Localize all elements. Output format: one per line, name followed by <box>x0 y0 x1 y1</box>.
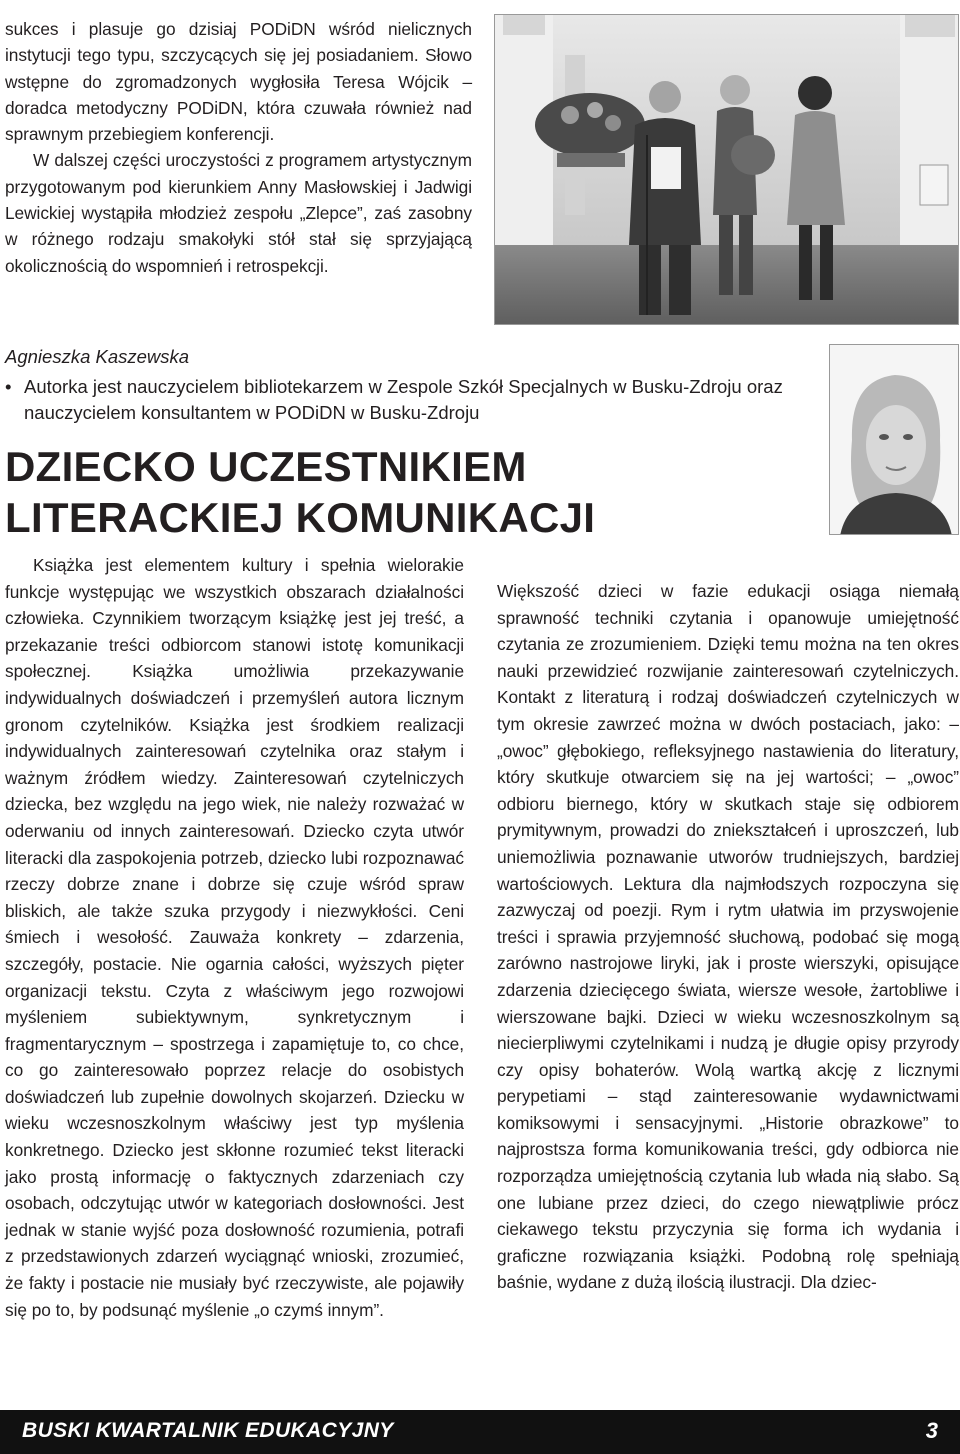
article-column-2 <box>497 578 959 1296</box>
author-portrait-image <box>830 345 959 535</box>
author-bio-block <box>5 374 820 426</box>
article-column-2-text: Większość dzieci w fazie edukacji osiąga niemałą sprawność techniki czytania i opanowuje umiejętność czytania ze zrozumieniem. Dzięki temu można na ten okres nauki przewidzieć rozwijanie zainteresowań czytelniczych. Kontakt z literaturą i rodzaj doświadczeń czytelniczych w tym okresie zawrzeć można w dwóch postaciach, jako: – „owoc” głębokiego, refleksyjnego nastawienia do literatury, który skutkuje otwarciem się na jej wartości; – „owoc” odbioru biernego, który w skutkach staje się odbiorem prymitywnym, prowadzi do zniekształceń i uproszczeń, lub uniemożliwia poznawanie utworów trudniejszych, bardziej wartościowych. Lektura dla najmłodszych rozpoczyna się zazwyczaj od poezji. Rym i rytm ułatwia im przyswojenie treści i sprawia przyjemność słuchową, podobać się mogą zarówno nastrojowe liryki, jak i proste wierszyki, opisujące zdarzenia dziecięcego świata, wiersze wesołe, żartobliwe i wierszowane bajki. Dzieci w wieku wczesnoszkolnym są niecierpliwymi czytelnikami i nudzą je długie opisy przyrody czy opisy bohaterów. Wolą wartką akcję z licznymi perypetiami – stąd zainteresowanie wydawnictwami komiksowymi i sensacyjnymi. „Historie obrazkowe” to najprostsza forma komunikowania treści, gdy odbiorca nie rozporządza umiejętnością czytania lub włada nią słabo. Są one lubiane przez dzieci, do czego niewątpliwie prócz ciekawego tekstu przyczynia się forma ich wydania i graficzne rozwiązania książki. Podobną rolę spełniają baśnie, wydane z dużą ilością ilustracji. Dla dziec- <box>497 581 959 1293</box>
article-column-1 <box>5 552 464 1323</box>
article-title-line-1: DZIECKO UCZESTNIKIEM <box>5 443 527 490</box>
article-title-line-2: LITERACKIEJ KOMUNIKACJI <box>5 494 596 541</box>
intro-paragraph-1: sukces i plasuje go dzisiaj PODiDN wśród nielicznych instytucji tego typu, szczycących się jej posiadaniem. Słowo wstępne do zgromadzonych wygłosiła Teresa Wójcik – doradca metodyczny PODiDN, która czuwała również nad sprawnym przebiegiem konferencji. <box>5 19 472 145</box>
author-portrait <box>829 344 959 535</box>
author-name: Agnieszka Kaszewska <box>5 346 190 367</box>
conference-photo <box>494 14 959 325</box>
author-bio: Autorka jest nauczycielem bibliotekarzem w Zespole Szkół Specjalnych w Busku-Zdroju oraz nauczycielem konsultantem w PODiDN w Busku-Zdroju <box>24 376 783 423</box>
article-title <box>5 441 595 543</box>
intro-paragraph-2: W dalszej części uroczystości z programem artystycznym przygotowanym pod kierunkiem Anny Masłowskiej i Jadwigi Lewickiej wystąpiła młodzież zespołu „Zlepce”, zaś zasobny w różnego rodzaju smakołyki stół stał się sprzyjającą okolicznością do wspomnień i retrospekcji. <box>5 150 472 276</box>
footer-page-number: 3 <box>925 1418 938 1443</box>
footer-bar <box>0 1410 960 1454</box>
intro-text <box>5 16 472 279</box>
article-column-1-text: Książka jest elementem kultury i spełnia wielorakie funkcje występując we wszystkich obszarach działalności człowieka. Czynnikiem tworzącym książkę jest jej treść, a przekazanie treści odbiorcom stanowi istotę komunikacji społecznej. Książka umożliwia przekazywanie indywidualnych doświadczeń i przemyśleń autora licznym gronom czytelników. Książka jest środkiem realizacji indywidualnych zainteresowań czytelnika oraz stałym i ważnym źródłem wiedzy. Zainteresowań czytelniczych dziecka, bez względu na jego wiek, nie należy rozważać w oderwaniu od innych zainteresowań. Dziecko czyta utwór literacki dla zaspokojenia potrzeb, dziecko lubi rozpoznawać rzeczy dobrze znane i dobrze się czuje wśród spraw bliskich, ale także szuka przygody i niezwykłości. Ceni śmiech i wesołość. Zauważa konkrety – zdarzenia, szczegóły, postacie. Nie ogarnia całości, wyższych pięter organizacji tekstu. Czyta z właściwym jego rozwojowi myśleniem subiektywnym, synkretycznym i fragmentarycznym – spostrzega i zapamiętuje to, co chce, co go zainteresowało poprzez relacje do osobistych doświadczeń lub zupełnie dowolnych skojarzeń. Dziecku w wieku wczesnoszkolnym właściwy jest typ myślenia konkretnego. Dziecko jest skłonne rozumieć tekst literacki jako prostą informację o faktycznych zdarzeniach czy osobach, odczytując utwór w kategoriach dosłowności. Jest jednak w stanie wyjść poza dosłowność rozumienia, potrafi z przedstawionych zdarzeń wyciągnąć wnioski, zrozumieć, że fakty i postacie nie musiały być rzeczywiste, ale pojawiły się po to, by podsunąć myślenie „o czymś innym”. <box>5 555 464 1320</box>
bullet-icon: • <box>5 376 12 397</box>
conference-photo-image <box>495 15 959 325</box>
footer-journal-title: BUSKI KWARTALNIK EDUKACYJNY <box>22 1419 394 1442</box>
